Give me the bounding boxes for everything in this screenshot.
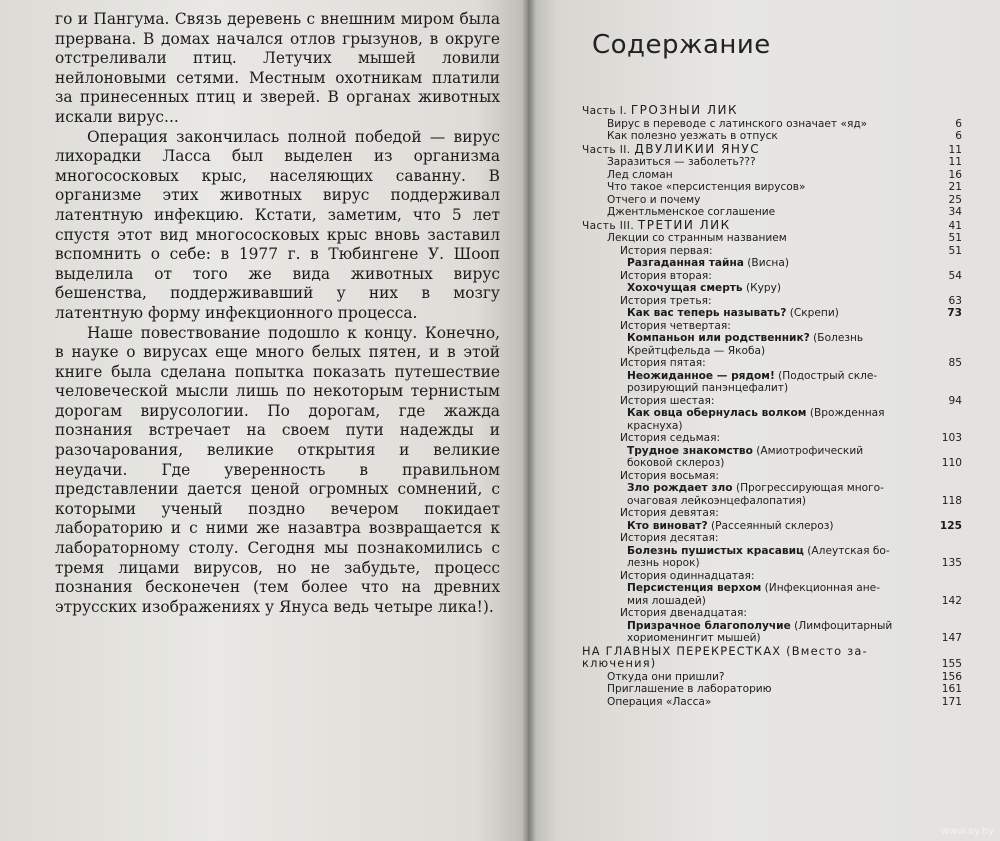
toc-entry-page: 161 (941, 683, 962, 695)
toc-entry-title (627, 282, 781, 295)
toc-entry-page: 73 (947, 307, 962, 319)
toc-entry-page: 147 (941, 632, 962, 644)
toc-entry (582, 532, 962, 545)
toc-entry (582, 382, 962, 395)
body-text (55, 10, 500, 617)
toc-entry-page: 142 (941, 594, 962, 607)
toc-entry-title: боковой склероз) (627, 457, 725, 469)
toc-entry (582, 219, 962, 233)
toc-entry-title: Что такое «персистенция вирусов» (607, 181, 806, 193)
toc-entry (582, 257, 962, 270)
toc-entry-page: 11 (948, 156, 962, 168)
toc-story-subtitle: (Прогрессирующая много- (732, 482, 884, 494)
toc-part-title: ГРОЗНЫЙ ЛИК (630, 104, 738, 117)
toc-entry-title: Как полезно уезжать в отпуск (607, 130, 778, 142)
paragraph: Операция закончилась полной победой — вирус лихорадки Ласса был выделен из организма многососковых крыс, населяющих саванну. В организме этих животных вирус поддерживал латентную инфекцию. Кстати, заметим, что 5 лет спустя этот вид многососковых крыс вновь заставил вспомнить о себе: в 1977 г. в Тюбингене У. Шооп выделила от того же вида животных вирус бешенства, поддерживавший у них в мозгу латентную форму инфекционного процесса. (55, 127, 500, 322)
toc-entry-title: История двенадцатая: (620, 607, 747, 619)
toc-story-subtitle: (Врожденная (806, 407, 885, 419)
toc-entry-title: История одиннадцатая: (620, 569, 755, 582)
toc-entry-title: ключения) (582, 657, 657, 670)
toc-entry-title: История четвертая: (620, 319, 731, 332)
toc-entry (582, 657, 962, 671)
toc-entry-page: 85 (948, 357, 962, 369)
toc-part-prefix: Часть I. (582, 105, 628, 117)
toc-entry-title (627, 520, 834, 533)
toc-entry (582, 645, 962, 658)
toc-entry (582, 357, 962, 370)
toc-entry (582, 545, 962, 558)
toc-entry-title (627, 545, 890, 558)
toc-entry-title (627, 370, 877, 383)
toc-entry (582, 143, 962, 157)
toc-entry-page: 125 (939, 519, 962, 532)
toc-entry (582, 671, 962, 684)
toc-story-title: Персистенция верхом (627, 582, 762, 594)
toc-entry (582, 557, 962, 570)
toc-story-title: Как вас теперь называть? (627, 307, 787, 319)
toc-entry (582, 457, 962, 470)
toc-entry-title: НА ГЛАВНЫХ ПЕРЕКРЕСТКАХ (Вместо за- (582, 644, 868, 657)
toc-entry-title: Операция «Ласса» (607, 695, 712, 708)
toc-entry-page: 51 (948, 244, 962, 257)
toc-entry-page: 110 (941, 457, 962, 469)
toc-entry (582, 130, 962, 143)
toc-entry-page: 94 (948, 394, 962, 407)
toc-entry (582, 632, 962, 645)
toc-story-subtitle: (Инфекционная ане- (761, 582, 881, 594)
toc-entry-page: 118 (941, 494, 962, 507)
toc-story-title: Хохочущая смерть (627, 282, 743, 294)
toc-entry-title: История десятая: (620, 532, 719, 544)
toc-story-subtitle: (Подострый скле- (774, 369, 878, 382)
toc-story-subtitle: (Куру) (742, 282, 782, 294)
toc-entry (582, 181, 962, 194)
toc-entry-title (627, 332, 863, 345)
toc-entry-title: История седьмая: (620, 432, 721, 444)
toc-entry-title (627, 445, 863, 458)
toc-entry-page: 156 (941, 670, 962, 683)
toc-story-title: Неожиданное — рядом! (627, 369, 775, 382)
toc-entry-title: Лед сломан (607, 168, 673, 181)
toc-entry (582, 104, 962, 118)
toc-entry-title: Вирус в переводе с латинского означает «яд» (607, 117, 868, 130)
toc-entry-page: 135 (941, 557, 962, 569)
toc-entry-page: 34 (948, 206, 962, 218)
toc-entry (582, 295, 962, 308)
paragraph: го и Пангума. Связь деревень с внешним миром была прервана. В домах начался отлов грызунов, в округе отстреливали птиц. Летучих мышей ловили нейлоновыми сетями. Местным охотникам платили за принесенных птиц и зверей. В органах животных искали вирус... (55, 10, 500, 126)
toc-entry (582, 270, 962, 283)
toc-entry (582, 307, 962, 320)
toc-entry-title: История третья: (620, 294, 712, 307)
toc-entry-title: мия лошадей) (627, 594, 706, 607)
toc-entry (582, 370, 962, 383)
toc-story-subtitle: (Лимфоцитарный (790, 619, 893, 632)
toc-entry-page: 171 (941, 695, 962, 708)
watermark: www.ay.by (941, 826, 994, 837)
toc-entry-title (627, 620, 892, 633)
toc-entry-page: 6 (955, 117, 962, 130)
toc-part-title: ТРЕТИЙ ЛИК (637, 218, 731, 232)
toc-entry (582, 118, 962, 131)
toc-story-subtitle: (Алеутская бо- (803, 544, 890, 557)
table-of-contents (582, 104, 962, 708)
toc-story-subtitle: (Болезнь (809, 332, 864, 344)
toc-entry-title: Лекции со странным названием (607, 232, 787, 244)
toc-story-title: Зло рождает зло (627, 482, 733, 494)
toc-entry (582, 683, 962, 696)
toc-part-prefix: Часть II. (582, 143, 631, 156)
toc-entry-title: Крейтцфельда — Якоба) (627, 344, 766, 357)
toc-entry-title: История восьмая: (620, 469, 719, 482)
toc-entry-title: История девятая: (620, 507, 719, 519)
toc-story-title: Как овца обернулась волком (627, 407, 807, 419)
toc-part-title: ДВУЛИКИЙ ЯНУС (634, 142, 761, 156)
toc-entry (582, 607, 962, 620)
toc-entry-page: 6 (955, 130, 962, 142)
toc-entry-title (627, 582, 880, 595)
toc-story-subtitle: (Амиотрофический (752, 444, 864, 457)
toc-story-title: Призрачное благополучие (627, 619, 791, 632)
book-gutter (522, 0, 536, 841)
toc-entry (582, 432, 962, 445)
toc-entry (582, 620, 962, 633)
toc-entry-page: 51 (948, 232, 962, 244)
toc-entry (582, 332, 962, 345)
toc-story-title: Разгаданная тайна (627, 257, 744, 269)
toc-entry-title: История пятая: (620, 357, 706, 369)
toc-entry-title: очаговая лейкоэнцефалопатия) (627, 494, 807, 507)
toc-entry-page: 103 (941, 432, 962, 444)
toc-entry-title: Приглашение в лабораторию (607, 683, 772, 695)
toc-story-subtitle: (Скрепи) (786, 307, 839, 319)
toc-entry (582, 582, 962, 595)
toc-entry-page: 155 (941, 658, 962, 670)
toc-entry-page: 41 (948, 219, 962, 232)
toc-entry (582, 445, 962, 458)
toc-entry-title: История шестая: (620, 394, 715, 407)
toc-entry (582, 495, 962, 508)
paragraph: Наше повествование подошло к концу. Конечно, в науке о вирусах еще много белых пятен, и в этой книге была сделана попытка показать путешествие человеческой мысли лишь по некоторым тернистым дорогам вирусологии. По дорогам, где жажда познания встречает на своем пути надежды и разочарования, великие открытия и великие неудачи. Где уверенность в правильном представлении дается ценой огромных сомнений, с которыми ученый поздно вечером покидает лабораторию и с ними же назавтра возвращается к лабораторному столу. Сегодня мы познакомились с тремя лицами вирусов, но не забудьте, процесс познания бесконечен (тем более что на древних этрусских изображениях у Януса ведь четыре лика!). (55, 323, 500, 616)
toc-entry-page: 11 (948, 143, 962, 156)
toc-entry-page: 54 (948, 269, 962, 282)
toc-entry (582, 570, 962, 583)
toc-entry (582, 420, 962, 433)
toc-entry-title (582, 104, 738, 118)
toc-entry-page: 25 (948, 193, 962, 206)
toc-entry (582, 696, 962, 709)
toc-entry (582, 194, 962, 207)
toc-entry (582, 345, 962, 358)
toc-entry-title: Заразиться — заболеть??? (607, 156, 756, 168)
toc-entry-page: 63 (948, 294, 962, 307)
toc-entry-title: хориоменингит мышей) (627, 632, 761, 644)
toc-story-subtitle: (Рассеянный склероз) (707, 519, 834, 532)
toc-part-prefix: Часть III. (582, 219, 635, 232)
toc-entry-title (627, 257, 789, 270)
toc-entry (582, 407, 962, 420)
toc-entry (582, 470, 962, 483)
toc-story-title: Трудное знакомство (627, 444, 753, 457)
toc-story-title: Болезнь пушистых красавиц (627, 544, 804, 557)
toc-entry (582, 232, 962, 245)
toc-entry-title: История вторая: (620, 269, 712, 282)
toc-entry (582, 282, 962, 295)
toc-story-subtitle: (Висна) (743, 257, 789, 269)
toc-entry (582, 320, 962, 333)
toc-entry-title: Джентльменское соглашение (607, 206, 776, 218)
toc-story-title: Кто виноват? (627, 519, 708, 532)
toc-entry-title (582, 219, 731, 233)
toc-story-title: Компаньон или родственник? (627, 332, 810, 344)
toc-entry-title: История первая: (620, 244, 713, 257)
toc-entry-title: розирующий панэнцефалит) (627, 382, 789, 394)
toc-entry (582, 595, 962, 608)
toc-entry (582, 395, 962, 408)
toc-entry-title (627, 307, 839, 320)
toc-entry (582, 156, 962, 169)
toc-entry-title: Отчего и почему (607, 193, 701, 206)
toc-entry-title: Откуда они пришли? (607, 670, 725, 683)
toc-entry-page: 21 (948, 181, 962, 193)
toc-entry (582, 482, 962, 495)
toc-entry-title (582, 143, 760, 157)
toc-entry-page: 16 (948, 168, 962, 181)
toc-entry-title (627, 482, 884, 495)
toc-entry (582, 245, 962, 258)
toc-entry-title (627, 407, 885, 420)
toc-title: Содержание (592, 30, 771, 60)
toc-entry (582, 507, 962, 520)
toc-entry-title: лезнь норок) (627, 557, 700, 569)
toc-entry-title: краснуха) (627, 419, 683, 432)
toc-entry (582, 169, 962, 182)
toc-entry (582, 520, 962, 533)
toc-entry (582, 206, 962, 219)
